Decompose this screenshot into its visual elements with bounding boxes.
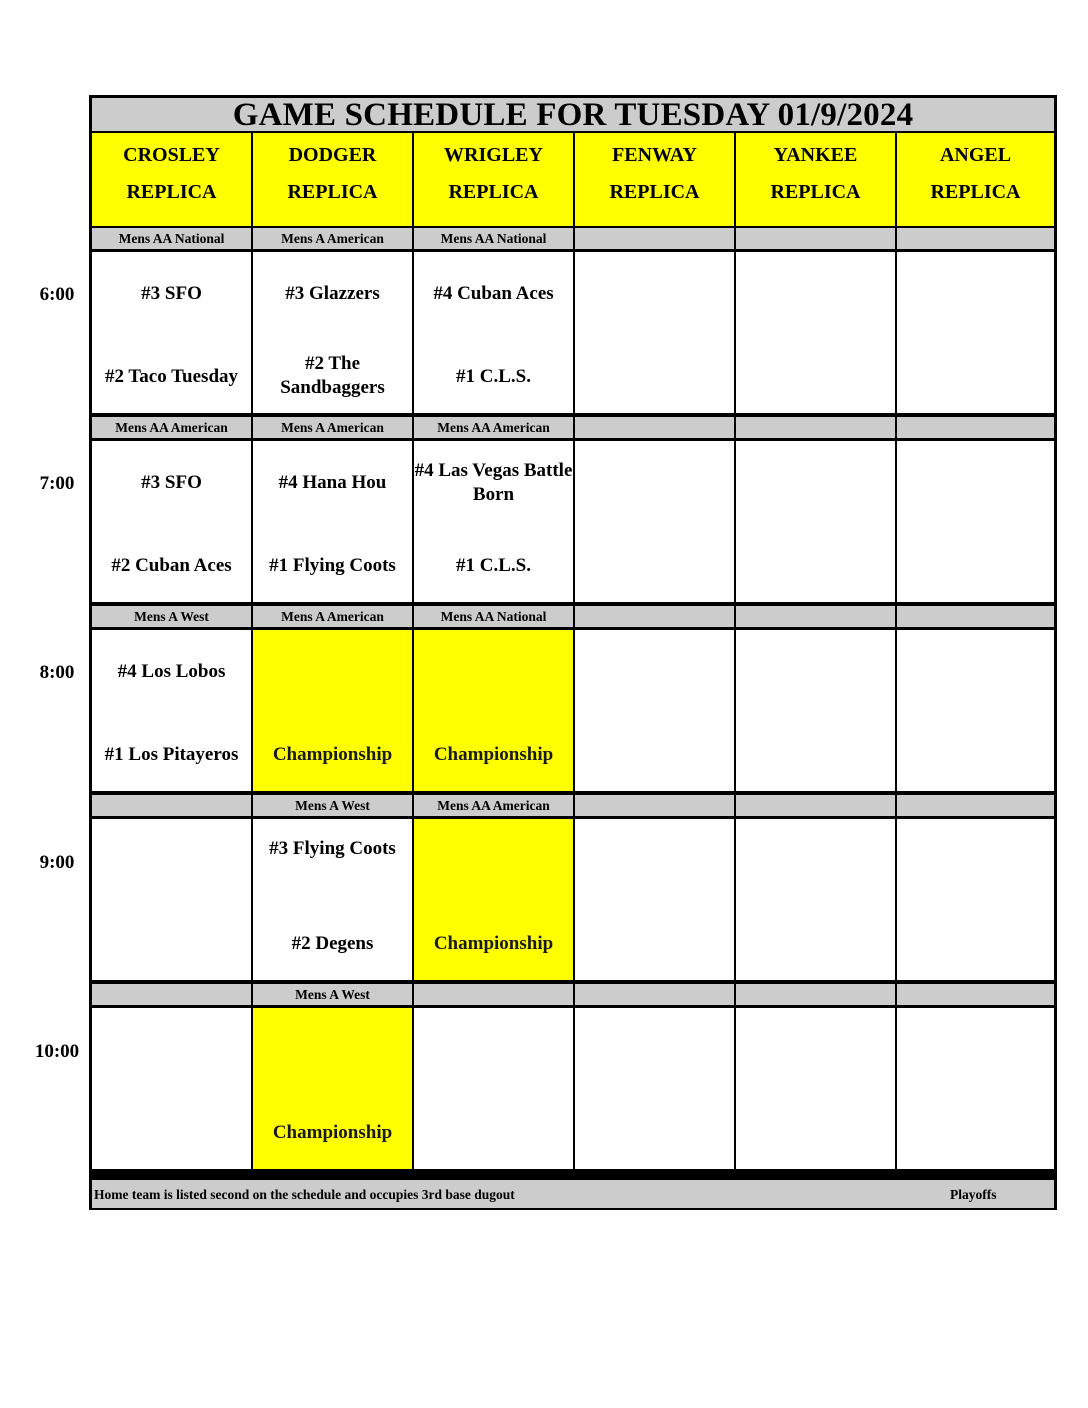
division-label: Mens A American: [253, 228, 412, 249]
division-label: Mens A American: [253, 606, 412, 627]
championship-label: Championship: [433, 933, 554, 954]
home-team: #1 C.L.S.: [456, 555, 531, 576]
field-name: FENWAY: [612, 144, 697, 166]
field-sub: REPLICA: [609, 181, 700, 203]
game-cell: [92, 252, 251, 413]
championship-label: Championship: [272, 744, 393, 765]
division-label: Mens AA American: [414, 417, 573, 438]
game-cell: [92, 630, 251, 791]
division-label: Mens AA American: [414, 795, 573, 816]
field-name: WRIGLEY: [444, 144, 543, 166]
division-label: [736, 606, 895, 627]
championship-cell: [414, 819, 573, 980]
division-label: Mens AA National: [92, 228, 251, 249]
footer-band: [92, 1180, 1054, 1208]
home-team: #1 Flying Coots: [269, 555, 396, 576]
footer-playoffs-tag: Playoffs: [950, 1187, 997, 1202]
field-header-crosley: [92, 133, 251, 226]
division-label: Mens A West: [253, 984, 412, 1005]
championship-cell: [253, 630, 412, 791]
field-sub: REPLICA: [930, 181, 1021, 203]
division-label: [897, 984, 1054, 1005]
game-cell: [253, 819, 412, 980]
away-team: #4 Hana Hou: [278, 472, 387, 493]
championship-cell: [253, 1008, 412, 1169]
game-cell: [575, 252, 734, 413]
division-label: [897, 795, 1054, 816]
field-name: YANKEE: [773, 144, 858, 166]
game-cell: [897, 252, 1054, 413]
game-cell: [736, 819, 895, 980]
field-header-angel: [897, 133, 1054, 226]
game-cell: [92, 441, 251, 602]
field-sub: REPLICA: [126, 181, 217, 203]
division-label: [575, 795, 734, 816]
away-team: #4 Las Vegas Battle Born: [414, 460, 573, 505]
division-label: [897, 417, 1054, 438]
home-team: #2 Degens: [291, 933, 374, 954]
time-label: 8:00: [39, 662, 75, 683]
home-team: #1 Los Pitayeros: [104, 744, 239, 765]
field-header-wrigley: [414, 133, 573, 226]
division-label: Mens AA American: [92, 417, 251, 438]
division-label: [736, 795, 895, 816]
division-label: Mens A American: [253, 417, 412, 438]
game-cell: [575, 441, 734, 602]
game-cell: [897, 1008, 1054, 1169]
schedule-sheet: [89, 95, 1057, 1210]
championship-cell: [414, 630, 573, 791]
game-cell: [253, 441, 412, 602]
home-team: #1 C.L.S.: [456, 366, 531, 387]
game-cell: [897, 819, 1054, 980]
game-cell: [575, 819, 734, 980]
home-team: #2 Taco Tuesday: [104, 366, 239, 387]
championship-label: Championship: [433, 744, 554, 765]
time-label: 7:00: [39, 473, 75, 494]
field-header-dodger: [253, 133, 412, 226]
field-name: CROSLEY: [123, 144, 220, 166]
game-cell: [897, 630, 1054, 791]
division-label: [736, 984, 895, 1005]
division-label: [575, 984, 734, 1005]
game-cell: [897, 441, 1054, 602]
division-label: Mens A West: [92, 606, 251, 627]
division-label: [736, 417, 895, 438]
division-label: [897, 606, 1054, 627]
game-cell: [575, 630, 734, 791]
division-label: [736, 228, 895, 249]
game-cell: [736, 630, 895, 791]
game-cell: [92, 1008, 251, 1169]
game-cell: [92, 819, 251, 980]
division-label: [414, 984, 573, 1005]
field-header-yankee: [736, 133, 895, 226]
field-header-fenway: [575, 133, 734, 226]
division-label: Mens AA National: [414, 606, 573, 627]
field-sub: REPLICA: [287, 181, 378, 203]
game-cell: [736, 441, 895, 602]
field-name: DODGER: [288, 144, 377, 166]
time-label: 9:00: [39, 852, 75, 873]
game-cell: [414, 1008, 573, 1169]
away-team: #3 Glazzers: [285, 283, 380, 304]
championship-label: Championship: [272, 1122, 393, 1143]
division-label: Mens A West: [253, 795, 412, 816]
game-cell: [736, 1008, 895, 1169]
away-team: #3 Flying Coots: [269, 838, 396, 859]
game-cell: [736, 252, 895, 413]
division-label: [92, 795, 251, 816]
field-sub: REPLICA: [770, 181, 861, 203]
game-cell: [414, 252, 573, 413]
division-label: [897, 228, 1054, 249]
home-team: #2 The Sandbaggers: [280, 353, 385, 398]
field-name: ANGEL: [939, 144, 1012, 166]
away-team: #3 SFO: [141, 283, 202, 304]
away-team: #4 Los Lobos: [117, 661, 226, 682]
page-title: GAME SCHEDULE FOR TUESDAY 01/9/2024: [92, 98, 1054, 131]
time-label: 10:00: [34, 1041, 80, 1062]
division-label: [575, 606, 734, 627]
game-cell: [414, 441, 573, 602]
division-label: [575, 228, 734, 249]
away-team: #4 Cuban Aces: [433, 283, 554, 304]
game-cell: [575, 1008, 734, 1169]
time-label: 6:00: [39, 284, 75, 305]
division-label: [92, 984, 251, 1005]
field-sub: REPLICA: [448, 181, 539, 203]
division-label: [575, 417, 734, 438]
away-team: #3 SFO: [141, 472, 202, 493]
game-cell: [253, 252, 412, 413]
home-team: #2 Cuban Aces: [111, 555, 232, 576]
division-label: Mens AA National: [414, 228, 573, 249]
footer-note: Home team is listed second on the schedule and occupies 3rd base dugout: [94, 1187, 515, 1202]
